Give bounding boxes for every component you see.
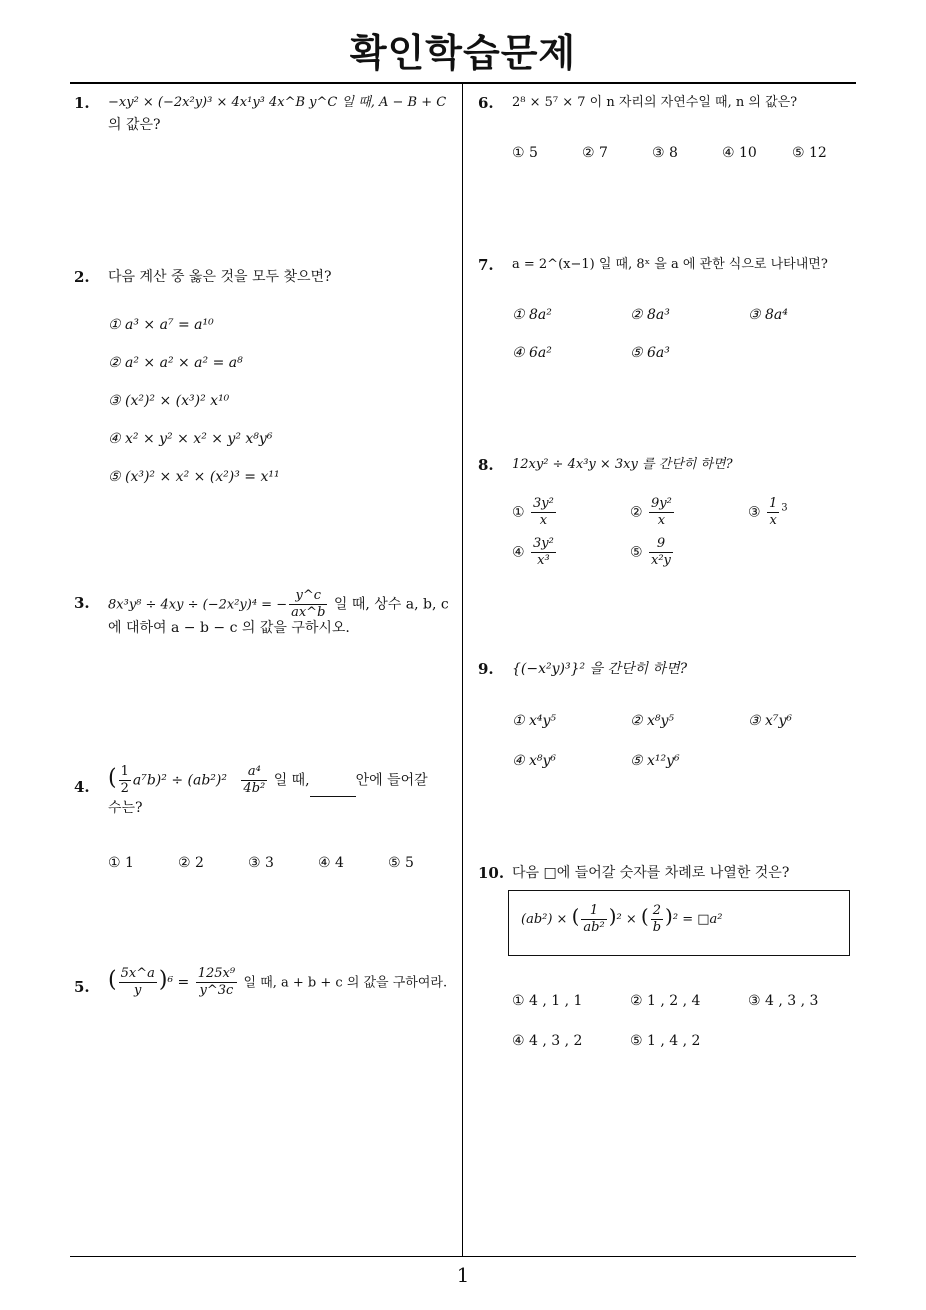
option-1[interactable]: ① 1	[108, 855, 134, 871]
exponent: 3	[781, 502, 788, 514]
fraction-numerator: 9y²	[651, 496, 672, 511]
fraction-denominator: x	[539, 513, 548, 528]
question-number: 5.	[74, 978, 90, 996]
fraction-denominator: y	[134, 983, 142, 998]
fraction-numerator: 3y²	[533, 536, 554, 551]
question-text: 2⁸ × 5⁷ × 7 이 n 자리의 자연수일 때, n 의 값은?	[512, 95, 798, 110]
question-1	[74, 92, 459, 152]
question-number: 6.	[478, 94, 494, 112]
bottom-divider	[70, 1256, 856, 1257]
fraction-numerator: 1	[120, 764, 129, 779]
option-3[interactable]: ③ x⁷y⁶	[748, 713, 793, 729]
option-5[interactable]: ⑤ 12	[792, 145, 827, 161]
option-5[interactable]: ⑤ (x³)² × x² × (x²)³ = x¹¹	[108, 469, 280, 485]
question-7	[478, 254, 848, 364]
fraction	[649, 536, 673, 569]
question-3	[74, 588, 459, 648]
question-number: 4.	[74, 778, 90, 796]
option-2[interactable]: ② 7	[582, 145, 608, 161]
question-8	[478, 454, 848, 578]
question-number: 8.	[478, 456, 494, 474]
expression-part: a⁷b)	[132, 772, 162, 789]
fraction-numerator: 2	[651, 903, 663, 920]
top-divider	[70, 82, 856, 84]
option-2[interactable]	[630, 496, 676, 529]
fraction	[649, 496, 674, 529]
option-marker: ①	[512, 504, 525, 521]
question-5: 5. ( $\frac{5x\^{}a}{y}$ )⁶ = $\frac{\text{125x⁹}}{y\^{}3c}$ 일 때, a + b + c 의 값을 구하여라.	[74, 966, 448, 998]
option-2[interactable]: ② a² × a² × a² = a⁸	[108, 355, 243, 371]
question-text: {(−x²y)³}² 을 간단히 하면?	[512, 661, 688, 677]
answer-blank	[310, 782, 356, 797]
fraction-denominator: x³	[537, 553, 550, 568]
question-text-continued: 수는?	[108, 800, 143, 816]
question-9	[478, 658, 848, 778]
question-number: 10.	[478, 864, 505, 882]
option-3[interactable]: ③ 8a⁴	[748, 307, 788, 323]
fraction	[531, 536, 556, 569]
option-1[interactable]: ① a³ × a⁷ = a¹⁰	[108, 317, 214, 333]
option-2[interactable]: ② 2	[178, 855, 204, 871]
expression-part: ⁶ =	[167, 974, 190, 991]
option-marker: ⑤	[630, 544, 643, 561]
option-5[interactable]	[630, 536, 675, 569]
fraction-numerator: y^c	[289, 588, 327, 605]
fraction	[119, 764, 131, 797]
question-text: 12xy² ÷ 4x³y × 3xy 를 간단히 하면?	[512, 457, 733, 472]
fraction-numerator: 3y²	[533, 496, 554, 511]
fraction	[196, 966, 237, 999]
option-4[interactable]: ④ x⁸y⁶	[512, 753, 557, 769]
column-divider	[462, 83, 463, 1256]
fraction-numerator: 1	[581, 903, 606, 920]
question-number: 7.	[478, 256, 494, 274]
option-1[interactable]: ① 5	[512, 145, 538, 161]
option-3[interactable]: ③ 3	[248, 855, 274, 871]
option-2[interactable]: ② 1 , 2 , 4	[630, 993, 701, 1009]
page-number: 1	[456, 1263, 470, 1287]
question-text-continued: 의 값은?	[108, 117, 161, 133]
question-4: 4. ( $\frac{1}{2}$ a⁷b)² ÷ (ab²)² $\frac{\text{a⁴}}{\text{4b²}}$ 일 때, 안에 들어갈 수는? ① 1 ② 2 ③ 3 ④ 4 ⑤ 5	[74, 764, 459, 884]
option-1[interactable]: ① 4 , 1 , 1	[512, 993, 583, 1009]
question-10	[478, 862, 853, 1052]
expression-part: ² ×	[616, 912, 637, 927]
fraction-numerator: 1	[769, 496, 778, 511]
fraction	[581, 903, 606, 936]
question-text: 다음 계산 중 옳은 것을 모두 찾으면?	[108, 269, 332, 285]
fraction	[767, 496, 779, 529]
expression-part: (ab²) ×	[521, 912, 568, 927]
question-text-suffix: 일 때, 상수 a, b, c	[333, 596, 449, 613]
question-text: 다음 □에 들어갈 숫자를 차례로 나열한 것은?	[512, 865, 790, 881]
fraction-denominator: y^3c	[199, 983, 234, 998]
option-1[interactable]: ① x⁴y⁵	[512, 713, 557, 729]
fraction-numerator: 5x^a	[120, 966, 155, 981]
question-text: a = 2^(x−1) 일 때, 8ˣ 을 a 에 관한 식으로 나타내면?	[512, 257, 828, 272]
question-6	[478, 92, 848, 172]
option-4[interactable]	[512, 536, 558, 569]
fraction-denominator: b	[652, 920, 662, 935]
question-text: 일 때,	[273, 772, 310, 789]
question-text: 8x³y⁸ ÷ 4xy ÷ (−2x²y)⁴ = −	[108, 597, 288, 613]
expression-part: ² = □a²	[672, 912, 723, 927]
option-4[interactable]: ④ 4 , 3 , 2	[512, 1033, 583, 1049]
option-2[interactable]: ② 8a³	[630, 307, 670, 323]
question-text: −xy² × (−2x²y)³ × 4x¹y³ 4x^B y^C 일 때, A − B + C	[108, 95, 447, 110]
fraction-denominator: x²y	[651, 553, 671, 568]
fraction-denominator: x	[769, 513, 777, 528]
question-number: 3.	[74, 594, 90, 612]
fraction-numerator: a⁴	[241, 764, 267, 781]
option-marker: ③	[748, 504, 761, 521]
question-text-continued: 에 대하여 a − b − c 의 값을 구하시오.	[108, 620, 350, 636]
fraction-denominator: 4b²	[243, 781, 266, 796]
fraction-denominator: ab²	[583, 920, 605, 935]
option-4[interactable]: ④ x² × y² × x² × y² x⁸y⁶	[108, 431, 273, 447]
option-3[interactable]: ③ 8	[652, 145, 678, 161]
question-text: 일 때, a + b + c 의 값을 구하여라.	[243, 975, 448, 991]
option-5[interactable]: ⑤ 5	[388, 855, 414, 871]
fraction-numerator: 125x⁹	[197, 966, 236, 981]
expression-part: ² ÷ (ab²)²	[161, 772, 227, 789]
option-3[interactable]: ③ (x²)² × (x³)² x¹⁰	[108, 393, 230, 409]
option-5[interactable]: ⑤ x¹²y⁶	[630, 753, 680, 769]
fraction-denominator: 2	[120, 781, 129, 796]
page-title: 확인학습문제	[349, 31, 577, 75]
fraction	[651, 903, 663, 936]
fraction	[241, 764, 267, 797]
option-4[interactable]: ④ 10	[722, 145, 757, 161]
option-5[interactable]: ⑤ 6a³	[630, 345, 670, 361]
option-4[interactable]: ④ 6a²	[512, 345, 552, 361]
question-number: 1.	[74, 94, 90, 112]
fraction-denominator: ax^b	[291, 605, 326, 620]
option-1[interactable]: ① 8a²	[512, 307, 552, 323]
fraction	[119, 966, 157, 999]
fraction-numerator: 9	[649, 536, 673, 553]
question-2	[74, 266, 459, 496]
option-3[interactable]	[748, 496, 788, 529]
option-1[interactable]	[512, 496, 558, 529]
fraction-denominator: x	[657, 513, 666, 528]
expression-box: (ab²) × ( $\frac{1}{\text{ab²}}$ )² × ( $\frac{2}{b}$ )² = □a²	[508, 890, 850, 956]
fraction	[531, 496, 556, 529]
option-2[interactable]: ② x⁸y⁵	[630, 713, 675, 729]
question-text-suffix: 안에 들어갈	[355, 772, 428, 789]
question-number: 9.	[478, 660, 494, 678]
option-4[interactable]: ④ 4	[318, 855, 344, 871]
option-3[interactable]: ③ 4 , 3 , 3	[748, 993, 819, 1009]
option-5[interactable]: ⑤ 1 , 4 , 2	[630, 1033, 701, 1049]
question-number: 2.	[74, 268, 90, 286]
option-marker: ②	[630, 504, 643, 521]
option-marker: ④	[512, 544, 525, 561]
